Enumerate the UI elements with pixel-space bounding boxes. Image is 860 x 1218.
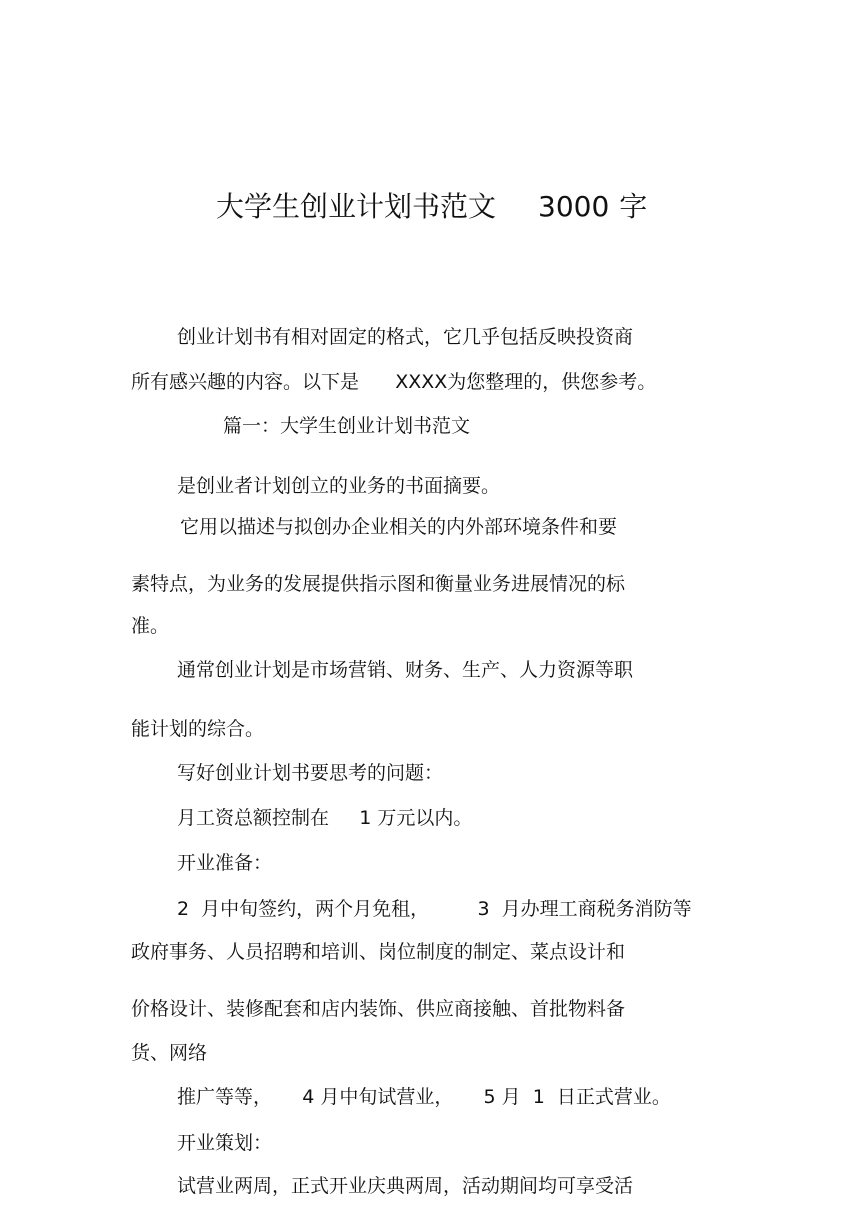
paragraph-line: 是创业者计划创立的业务的书面摘要。 bbox=[177, 475, 501, 497]
paragraph-line: 准。 bbox=[131, 615, 170, 637]
paragraph-line: 月工资总额控制在 1 万元以内。 bbox=[177, 807, 473, 829]
paragraph-line: 写好创业计划书要思考的问题： bbox=[177, 762, 444, 784]
title-unit: 字 bbox=[619, 190, 648, 223]
paragraph-line: 能计划的综合。 bbox=[131, 718, 265, 740]
paragraph-line: 开业策划： bbox=[177, 1132, 273, 1154]
paragraph-line: 所有感兴趣的内容。以下是 XXXX为您整理的，供您参考。 bbox=[131, 371, 657, 393]
title-text: 大学生创业计划书范文 bbox=[216, 190, 497, 223]
paragraph-line: 2 月中旬签约，两个月免租， 3 月办理工商税务消防等 bbox=[177, 898, 692, 920]
paragraph-line: 政府事务、人员招聘和培训、岗位制度的制定、菜点设计和 bbox=[131, 941, 626, 963]
document-title bbox=[216, 188, 647, 226]
paragraph-line: 通常创业计划是市场营销、财务、生产、人力资源等职 bbox=[177, 659, 634, 681]
paragraph-line: 价格设计、装修配套和店内装饰、供应商接触、首批物料备 bbox=[131, 998, 626, 1020]
paragraph-line: 创业计划书有相对固定的格式，它几乎包括反映投资商 bbox=[177, 326, 634, 348]
title-number: 3000 bbox=[538, 190, 610, 223]
section-heading: 篇一：大学生创业计划书范文 bbox=[223, 415, 471, 437]
paragraph-line: 开业准备： bbox=[177, 852, 273, 874]
paragraph-line: 货、网络 bbox=[131, 1042, 208, 1064]
paragraph-line: 素特点，为业务的发展提供指示图和衡量业务进展情况的标 bbox=[131, 573, 626, 595]
paragraph-line: 推广等等， 4 月中旬试营业， 5 月 1 日正式营业。 bbox=[177, 1086, 671, 1108]
paragraph-line: 试营业两周，正式开业庆典两周，活动期间均可享受活 bbox=[177, 1175, 634, 1197]
paragraph-line: 它用以描述与拟创办企业相关的内外部环境条件和要 bbox=[180, 516, 618, 538]
